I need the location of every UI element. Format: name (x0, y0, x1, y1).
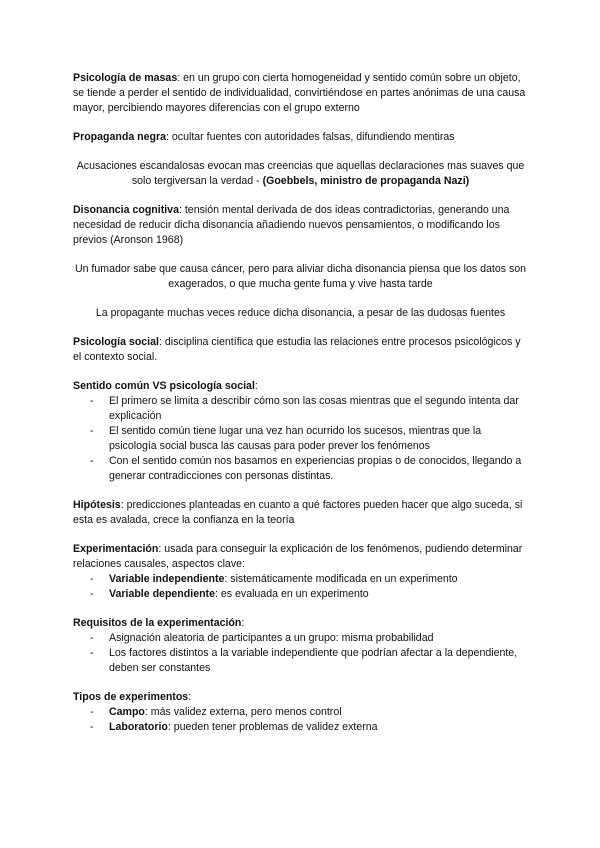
list-item: - El sentido común tiene lugar una vez han ocurrido los sucesos, mientras que la psicología social busca las causas para poder prever los fenómenos (73, 424, 528, 454)
list-item (73, 705, 528, 720)
tipos-heading-colon: : (188, 691, 192, 703)
hipotesis-text: : predicciones planteadas en cuanto a qué factores pueden hacer que algo suceda, si esta es avalada, crece la confianza en la teoría (73, 499, 523, 526)
tipos-heading-text: Tipos de experimentos (73, 691, 189, 703)
masas-text: : en un grupo con cierta homogeneidad y sentido común sobre un objeto, se tiende a perder el sentido de individualidad, convirtiéndose en partes anónimas de una causa mayor, percibiendo mayores diferencias con el grupo externo (73, 72, 526, 114)
hipotesis-term: Hipótesis (73, 499, 121, 511)
disonancia-term: Disonancia cognitiva (73, 204, 179, 216)
goebbels-quote (67, 159, 534, 189)
negra-paragraph (73, 130, 528, 145)
masas-term: Psicología de masas (73, 72, 178, 84)
list-item (73, 720, 528, 735)
tipos-list (73, 705, 528, 735)
variable-text: : sistemáticamente modificada en un experimento (224, 573, 458, 585)
tipos-heading (73, 690, 528, 705)
list-item: - Asignación aleatoria de participantes a un grupo: misma probabilidad (73, 631, 528, 646)
experimentacion-text: : usada para conseguir la explicación de los fenómenos, pudiendo determinar relaciones causales, aspectos clave: (73, 543, 523, 570)
requisitos-heading-text: Requisitos de la experimentación (73, 617, 242, 629)
negra-term: Propaganda negra (73, 131, 167, 143)
tipo-text: : pueden tener problemas de validez externa (167, 721, 378, 733)
vs-heading (73, 379, 528, 394)
vs-heading-colon: : (254, 380, 258, 392)
requisitos-heading-colon: : (241, 617, 245, 629)
social-text: : disciplina científica que estudia las relaciones entre procesos psicológicos y el contexto social. (73, 336, 521, 363)
list-item: - Con el sentido común nos basamos en experiencias propias o de conocidos, llegando a generar contradicciones con personas distintas. (73, 454, 528, 484)
negra-text: : ocultar fuentes con autoridades falsas, difundiendo mentiras (166, 131, 455, 143)
variable-term: Variable dependiente (109, 588, 215, 600)
fumador-example: Un fumador sabe que causa cáncer, pero para aliviar dicha disonancia piensa que los datos son exagerados, o que mucha gente fuma y vive hasta tarde (74, 263, 527, 290)
requisitos-list (73, 631, 528, 676)
social-paragraph (73, 335, 528, 365)
document-page (73, 71, 528, 735)
tipo-term: Campo (109, 706, 145, 718)
requisitos-heading (73, 616, 528, 631)
variable-term: Variable independiente (109, 573, 225, 585)
disonancia-paragraph (73, 203, 528, 248)
list-item (73, 572, 528, 587)
hipotesis-paragraph (73, 498, 528, 528)
experimentacion-term: Experimentación (73, 543, 159, 555)
propagante-example: La propagante muchas veces reduce dicha disonancia, a pesar de las dudosas fuentes (95, 307, 506, 319)
list-item: - El primero se limita a describir cómo son las cosas mientras que el segundo intenta dar explicación (73, 394, 528, 424)
disonancia-text: : tensión mental derivada de dos ideas contradictorias, generando una necesidad de reducir dicha disonancia añadiendo nuevos pensamientos, o modificando los previos (Aronson 1968) (73, 204, 510, 246)
masas-paragraph (73, 71, 528, 116)
goebbels-attribution: (Goebbels, ministro de propaganda Nazi) (262, 175, 470, 187)
tipo-term: Laboratorio (109, 721, 168, 733)
goebbels-text: Acusaciones escandalosas evocan mas creencias que aquellas declaraciones mas suaves que solo tergiversan la verdad - (76, 160, 525, 187)
list-item: - Los factores distintos a la variable independiente que podrían afectar a la dependiente, deben ser constantes (73, 646, 528, 676)
variable-text: : es evaluada en un experimento (214, 588, 369, 600)
list-item (73, 587, 528, 602)
variables-list (73, 572, 528, 602)
social-term: Psicología social (73, 336, 159, 348)
vs-heading-text: Sentido común VS psicología social (73, 380, 255, 392)
tipo-text: : más validez externa, pero menos control (144, 706, 342, 718)
vs-list (73, 394, 528, 484)
experimentacion-paragraph (73, 542, 528, 572)
